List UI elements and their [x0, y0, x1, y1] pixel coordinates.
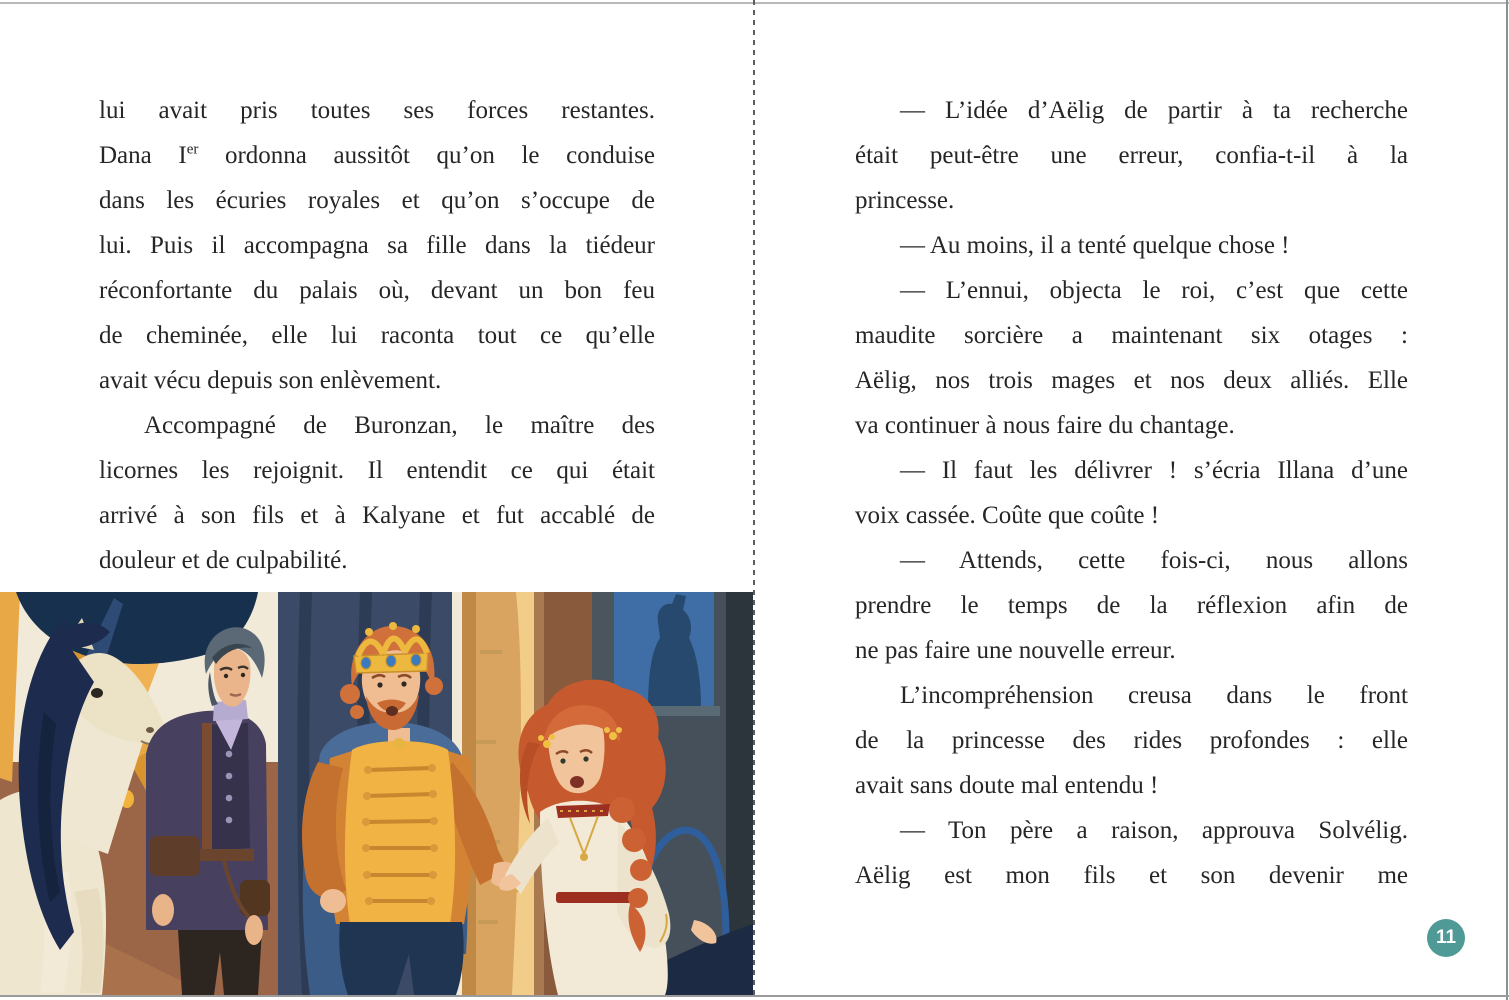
text-line: princesse. — [855, 187, 955, 214]
text-line: — Ton père a raison, approuva Solvélig. — [900, 817, 1408, 844]
text-line: Aëlig, nos trois mages et nos deux alliés. Elle — [855, 367, 1408, 394]
text-line: réconfortante du palais où, devant un bon feu — [99, 277, 655, 304]
text-line: — Attends, cette fois-ci, nous allons — [900, 547, 1408, 574]
left-page-text — [99, 88, 655, 583]
text-line: — Il faut les délivrer ! s’écria Illana d’une — [900, 457, 1408, 484]
text-line: dans les écuries royales et qu’on s’occupe de — [99, 187, 655, 214]
text-line: avait vécu depuis son enlèvement. — [99, 367, 442, 394]
text-line: de cheminée, elle lui raconta tout ce qu’elle — [99, 322, 655, 349]
text-line: Accompagné de Buronzan, le maître des — [144, 412, 655, 439]
text-line: — Au moins, il a tenté quelque chose ! — [900, 232, 1290, 259]
text-line: avait sans doute mal entendu ! — [855, 772, 1159, 799]
text-line: va continuer à nous faire du chantage. — [855, 412, 1235, 439]
story-illustration-svg — [0, 592, 753, 995]
text-line: ne pas faire une nouvelle erreur. — [855, 637, 1176, 664]
page-edge-right — [1506, 0, 1508, 1000]
story-illustration — [0, 592, 753, 995]
page-number-badge — [1427, 919, 1465, 957]
text-line: de la princesse des rides profondes : elle — [855, 727, 1408, 754]
text-line: lui. Puis il accompagna sa fille dans la tiédeur — [99, 232, 655, 259]
text-line: — L’ennui, objecta le roi, c’est que cette — [900, 277, 1408, 304]
text-line: — L’idée d’Aëlig de partir à ta recherche — [900, 97, 1408, 124]
text-line: prendre le temps de la réflexion afin de — [855, 592, 1408, 619]
text-line: Aëlig est mon fils et son devenir me — [855, 862, 1408, 889]
text-line: voix cassée. Coûte que coûte ! — [855, 502, 1160, 529]
text-line: L’incompréhension creusa dans le front — [900, 682, 1408, 709]
text-line: douleur et de culpabilité. — [99, 547, 348, 574]
text-line: maudite sorcière a maintenant six otages : — [855, 322, 1408, 349]
page-fold-divider — [753, 0, 755, 1000]
text-line: Dana Ier ordonna aussitôt qu’on le conduise — [99, 141, 655, 169]
text-line: lui avait pris toutes ses forces restantes. — [99, 97, 655, 124]
text-line: licornes les rejoignit. Il entendit ce qui était — [99, 457, 655, 484]
text-line: arrivé à son fils et à Kalyane et fut accablé de — [99, 502, 655, 529]
right-page-text — [855, 88, 1408, 898]
page-number: 11 — [1435, 927, 1457, 948]
text-line: était peut-être une erreur, confia-t-il à la — [855, 142, 1408, 169]
